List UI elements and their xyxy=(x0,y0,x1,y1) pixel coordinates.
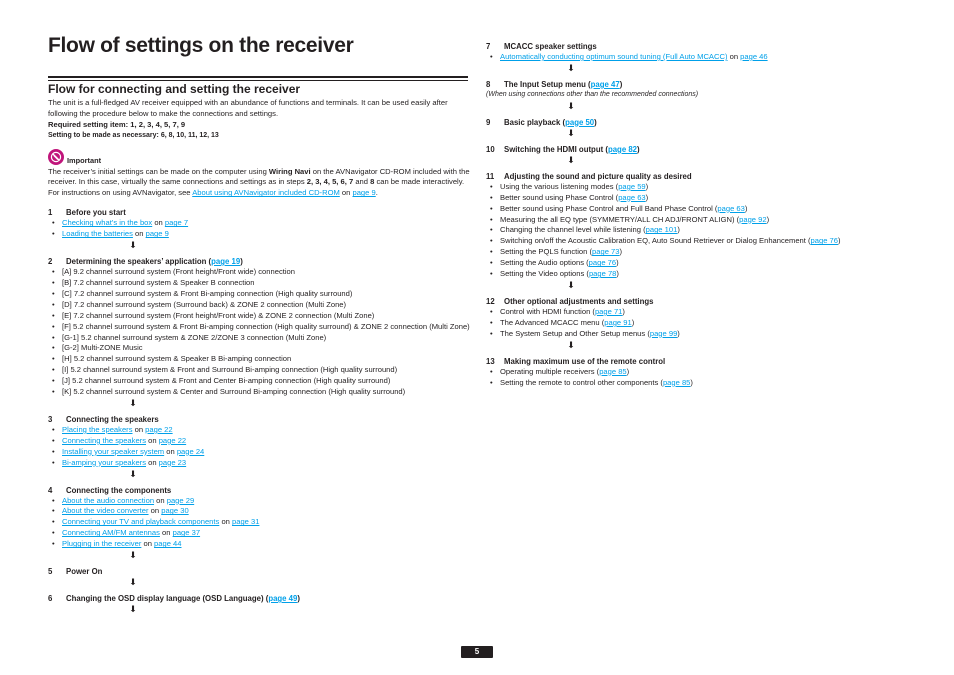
item-page-link[interactable]: page 7 xyxy=(164,218,189,228)
item-on: on xyxy=(132,424,146,434)
step-page-link[interactable]: page 19 xyxy=(211,257,241,267)
step-heading xyxy=(486,356,911,367)
step-items xyxy=(486,182,911,280)
item-page-link[interactable]: page 44 xyxy=(154,539,182,549)
list-item xyxy=(48,365,470,376)
item-end: ) xyxy=(631,317,635,327)
item-page-link[interactable]: page 22 xyxy=(145,424,173,434)
step-title: Switching the HDMI output ( xyxy=(504,144,608,154)
list-item xyxy=(486,215,911,226)
item-page-link[interactable]: page 46 xyxy=(740,52,768,61)
item-text: Switching on/off the Acoustic Calibration EQ, Auto Sound Retriever or Dialog Enhancement ( xyxy=(500,236,811,246)
step-title: Determining the speakers’ application ( xyxy=(66,257,212,267)
list-item xyxy=(48,539,470,550)
down-arrow-icon: ⬇ xyxy=(129,397,137,408)
item-text: The System Setup and Other Setup menus ( xyxy=(500,328,650,338)
list-item xyxy=(486,193,911,204)
step-number: 5 xyxy=(48,567,53,577)
down-arrow-icon: ⬇ xyxy=(567,339,575,350)
step-heading xyxy=(48,593,470,604)
list-item xyxy=(48,229,470,240)
item-page-link[interactable]: page 85 xyxy=(662,377,691,387)
item-on: on xyxy=(146,457,159,467)
step-9 xyxy=(486,117,911,128)
list-item xyxy=(48,289,470,300)
list-item xyxy=(486,367,911,378)
item-text: Setting the Video options ( xyxy=(500,269,589,279)
item-page-link[interactable]: page 76 xyxy=(810,236,838,246)
left-steps xyxy=(48,207,470,614)
step-number: 2 xyxy=(48,257,53,267)
item-page-link[interactable]: page 63 xyxy=(618,192,646,202)
down-arrow-icon: ⬇ xyxy=(129,240,137,251)
list-item xyxy=(486,329,911,340)
item-link[interactable]: Placing the speakers xyxy=(62,424,133,434)
step-number: 9 xyxy=(486,117,491,127)
step-page-link[interactable]: page 49 xyxy=(268,594,298,604)
item-page-link[interactable]: page 101 xyxy=(645,225,678,235)
optional-items: Setting to be made as necessary: 6, 8, 10, 11, 12, 13 xyxy=(48,131,219,139)
step-12 xyxy=(486,296,911,340)
step-number: 3 xyxy=(48,414,53,424)
item-on: on xyxy=(148,506,162,516)
step-number: 6 xyxy=(48,594,53,604)
item-link[interactable]: Bi-amping your speakers xyxy=(62,457,146,467)
step-title-end: ) xyxy=(240,257,243,267)
step-heading xyxy=(486,117,911,128)
list-item xyxy=(48,425,470,436)
step-heading xyxy=(486,144,911,155)
important-icon xyxy=(48,149,64,165)
list-item xyxy=(48,458,470,469)
step-title: The Input Setup menu ( xyxy=(504,79,591,89)
item-text: [D] 7.2 channel surround system (Surround back) & ZONE 2 connection (Multi Zone) xyxy=(62,299,347,309)
list-item xyxy=(486,378,911,389)
item-on: on xyxy=(132,229,146,239)
list-item xyxy=(486,269,911,280)
page-title: Flow of settings on the receiver xyxy=(48,34,354,57)
step-heading xyxy=(486,296,911,307)
item-end: ) xyxy=(645,181,649,191)
item-page-link[interactable]: page 85 xyxy=(599,366,627,376)
item-text: [H] 5.2 channel surround system & Speaker B Bi-amping connection xyxy=(62,354,292,364)
item-page-link[interactable]: page 63 xyxy=(717,203,745,213)
item-page-link[interactable]: page 9 xyxy=(145,229,169,239)
list-item xyxy=(48,322,470,333)
item-page-link[interactable]: page 99 xyxy=(649,328,678,338)
list-item xyxy=(486,236,911,247)
step-8 xyxy=(486,79,911,101)
item-page-link[interactable]: page 71 xyxy=(594,306,623,316)
step-heading xyxy=(486,171,911,182)
item-text: [E] 7.2 channel surround system (Front height/Front wide) & ZONE 2 connection (Multi Zone) xyxy=(62,310,375,320)
list-item xyxy=(48,517,470,528)
item-text: Setting the Audio options ( xyxy=(500,258,589,268)
list-item xyxy=(48,376,470,387)
item-text: [G-2] Multi-ZONE Music xyxy=(62,343,143,353)
step-heading xyxy=(48,207,470,218)
step-number: 7 xyxy=(486,42,491,51)
step-number: 13 xyxy=(486,356,495,366)
step-heading xyxy=(48,485,470,496)
step-items xyxy=(48,496,470,551)
list-item xyxy=(48,387,470,398)
item-link[interactable]: About the video converter xyxy=(62,506,149,516)
step-items xyxy=(486,307,911,340)
step-page-link[interactable]: page 50 xyxy=(565,117,595,127)
page-number: 5 xyxy=(461,646,493,658)
important-header xyxy=(48,148,470,167)
step-title: Basic playback ( xyxy=(504,117,566,127)
right-steps xyxy=(486,41,911,389)
step-heading xyxy=(486,41,911,52)
item-link[interactable]: Connecting the speakers xyxy=(62,435,147,445)
step-3 xyxy=(48,414,470,469)
item-text: [K] 5.2 channel surround system & Center and Surround Bi-amping connection (High quality surround) xyxy=(62,387,406,397)
list-item xyxy=(48,333,470,344)
item-end: ) xyxy=(744,203,748,213)
list-item xyxy=(48,528,470,539)
step-10 xyxy=(486,144,911,155)
list-item xyxy=(48,343,470,354)
left-column xyxy=(48,98,470,614)
item-text: [C] 7.2 channel surround system & Front Bi-amping connection (High quality surround) xyxy=(62,288,353,298)
item-on: on xyxy=(152,218,165,228)
item-end: ) xyxy=(616,258,619,268)
down-arrow-icon: ⬇ xyxy=(567,154,575,165)
item-link[interactable]: Connecting your TV and playback components xyxy=(62,517,220,527)
item-text: [B] 7.2 channel surround system & Speaker B connection xyxy=(62,277,255,287)
step-13 xyxy=(486,356,911,389)
step-7 xyxy=(486,41,911,63)
step-items xyxy=(486,367,911,389)
list-item xyxy=(486,52,911,63)
required-items: Required setting item: 1, 2, 3, 4, 5, 7, 9 xyxy=(48,119,186,129)
item-text: [F] 5.2 channel surround system & Front Bi-amping connection (High quality surround) & ZONE 2 connection (Multi Zone) xyxy=(62,321,470,331)
down-arrow-icon: ⬇ xyxy=(129,550,137,561)
step-2 xyxy=(48,256,470,398)
section-heading: Flow for connecting and setting the receiver xyxy=(48,82,301,96)
step-title: Changing the OSD display language (OSD Language) ( xyxy=(66,594,269,604)
item-link[interactable]: About the audio connection xyxy=(62,495,155,505)
step-heading xyxy=(48,566,470,577)
step-title: Connecting the speakers xyxy=(66,414,159,424)
step-note: (When using connections other than the recommended connections) xyxy=(486,90,699,98)
down-arrow-icon: ⬇ xyxy=(567,62,575,73)
item-page-link[interactable]: page 59 xyxy=(618,181,646,191)
item-link[interactable]: Automatically conducting optimum sound tuning (Full Auto MCACC) xyxy=(500,52,728,61)
page-link[interactable]: page 9 xyxy=(352,188,376,198)
item-text: Measuring the all EQ type (SYMMETRY/ALL CH ADJ/FRONT ALIGN) ( xyxy=(500,214,740,224)
list-item xyxy=(48,267,470,278)
down-arrow-icon: ⬇ xyxy=(567,127,575,138)
step-title-end: ) xyxy=(619,79,623,89)
step-title: Making maximum use of the remote control xyxy=(504,356,666,366)
item-text: Control with HDMI function ( xyxy=(500,306,595,316)
item-text: Setting the PQLS function ( xyxy=(500,247,593,257)
item-page-link[interactable]: page 31 xyxy=(232,517,260,527)
list-item xyxy=(486,307,911,318)
item-text: Better sound using Phase Control and Full Band Phase Control ( xyxy=(500,203,718,213)
item-on: on xyxy=(141,539,155,549)
down-arrow-icon: ⬇ xyxy=(567,100,575,111)
item-page-link[interactable]: page 30 xyxy=(161,506,189,516)
list-item xyxy=(486,204,911,215)
item-text: Using the various listening modes ( xyxy=(500,181,619,191)
important-label: Important xyxy=(67,155,102,165)
down-arrow-icon: ⬇ xyxy=(567,279,575,290)
item-page-link[interactable]: page 22 xyxy=(158,435,187,445)
important-text: The receiver’s initial settings can be made on the computer using Wiring Navi on the AVNavigator CD-ROM included with the receiver. In this case, virtually the same connections and settings as in steps 2, 3, 4, 5, 6, 7 and 8 can be made interactively. For instructions on using AVNavigator, see About using AVNavigator included CD-ROM on page 9. xyxy=(48,166,470,198)
list-item xyxy=(48,218,470,229)
step-6 xyxy=(48,593,470,604)
item-text: [G-1] 5.2 channel surround system & ZONE 2/ZONE 3 connection (Multi Zone) xyxy=(62,332,327,342)
item-page-link[interactable]: page 24 xyxy=(176,446,205,456)
item-end: ) xyxy=(766,214,770,224)
item-on: on xyxy=(727,52,741,61)
item-page-link[interactable]: page 73 xyxy=(592,247,620,257)
item-link[interactable]: Loading the batteries xyxy=(62,229,133,239)
step-4 xyxy=(48,485,470,551)
item-page-link[interactable]: page 76 xyxy=(588,258,617,268)
item-text: The Advanced MCACC menu ( xyxy=(500,317,605,327)
step-number: 12 xyxy=(486,296,495,306)
item-page-link[interactable]: page 23 xyxy=(158,457,187,467)
step-items xyxy=(486,52,911,63)
list-item xyxy=(48,436,470,447)
step-number: 1 xyxy=(48,208,53,218)
step-items xyxy=(48,218,470,240)
list-item xyxy=(486,225,911,236)
list-item xyxy=(486,247,911,258)
step-number: 4 xyxy=(48,485,53,495)
item-link[interactable]: Checking what’s in the box xyxy=(62,218,153,228)
step-title-end: ) xyxy=(297,594,300,604)
item-end: ) xyxy=(690,377,693,387)
down-arrow-icon: ⬇ xyxy=(129,577,137,588)
item-link[interactable]: Installing your speaker system xyxy=(62,446,165,456)
step-number: 8 xyxy=(486,79,491,89)
item-end: ) xyxy=(616,269,619,279)
item-end: ) xyxy=(619,247,623,257)
list-item xyxy=(486,182,911,193)
step-items xyxy=(48,425,470,469)
item-end: ) xyxy=(677,328,680,338)
step-title: Adjusting the sound and picture quality as desired xyxy=(504,171,692,181)
item-page-link[interactable]: page 78 xyxy=(588,269,617,279)
item-end: ) xyxy=(622,306,625,316)
heading-rule-thick xyxy=(48,76,468,78)
list-item xyxy=(48,447,470,458)
step-number: 10 xyxy=(486,144,495,154)
step-title-end: ) xyxy=(594,117,597,127)
item-on: on xyxy=(154,495,167,505)
item-text: Better sound using Phase Control ( xyxy=(500,192,619,202)
item-link[interactable]: Connecting AM/FM antennas xyxy=(62,528,160,538)
list-item xyxy=(48,354,470,365)
item-page-link[interactable]: page 37 xyxy=(172,528,201,538)
list-item xyxy=(48,311,470,322)
item-on: on xyxy=(146,435,159,445)
item-text: [A] 9.2 channel surround system (Front height/Front wide) connection xyxy=(62,267,295,277)
intro-text: The unit is a full-fledged AV receiver equipped with an abundance of functions and terminals. It can be used easily after following the procedure below to make the connections and settings. xyxy=(48,98,448,118)
list-item xyxy=(486,258,911,269)
step-heading xyxy=(48,414,470,425)
step-heading xyxy=(48,256,470,267)
list-item xyxy=(48,506,470,517)
list-item xyxy=(48,496,470,507)
item-link[interactable]: Plugging in the receiver xyxy=(62,539,142,549)
step-11 xyxy=(486,171,911,280)
item-end: ) xyxy=(645,192,649,202)
item-end: ) xyxy=(837,236,841,246)
avnavigator-link[interactable]: About using AVNavigator included CD-ROM xyxy=(192,188,340,198)
step-5 xyxy=(48,566,470,577)
item-end: ) xyxy=(626,366,630,376)
list-item xyxy=(48,278,470,289)
item-text: [I] 5.2 channel surround system & Front and Surround Bi-amping connection (High quality surround) xyxy=(62,365,398,375)
step-title: Other optional adjustments and settings xyxy=(504,296,654,306)
item-text: Changing the channel level while listening ( xyxy=(500,225,646,235)
item-end: ) xyxy=(677,225,680,235)
item-on: on xyxy=(164,446,177,456)
step-title-end: ) xyxy=(637,144,640,154)
item-on: on xyxy=(159,528,173,538)
step-page-link[interactable]: page 47 xyxy=(590,79,620,89)
step-title: Connecting the components xyxy=(66,485,172,495)
item-text: Setting the remote to control other components ( xyxy=(500,377,663,387)
down-arrow-icon: ⬇ xyxy=(129,604,137,615)
step-1 xyxy=(48,207,470,240)
item-page-link[interactable]: page 91 xyxy=(604,317,632,327)
heading-rule-thin xyxy=(48,80,468,81)
list-item xyxy=(486,318,911,329)
step-title: MCACC speaker settings xyxy=(504,42,597,51)
step-heading xyxy=(486,79,911,90)
right-column xyxy=(486,41,911,389)
item-text: [J] 5.2 channel surround system & Front and Center Bi-amping connection (High quality surround) xyxy=(62,376,391,386)
item-page-link[interactable]: page 92 xyxy=(739,214,767,224)
item-page-link[interactable]: page 29 xyxy=(166,495,195,505)
item-text: Operating multiple receivers ( xyxy=(500,366,600,376)
step-number: 11 xyxy=(486,171,495,181)
step-items xyxy=(48,267,470,398)
list-item xyxy=(48,300,470,311)
step-title: Power On xyxy=(66,567,103,577)
down-arrow-icon: ⬇ xyxy=(129,468,137,479)
step-title: Before you start xyxy=(66,208,126,218)
item-on: on xyxy=(219,517,232,527)
step-page-link[interactable]: page 82 xyxy=(607,144,637,154)
